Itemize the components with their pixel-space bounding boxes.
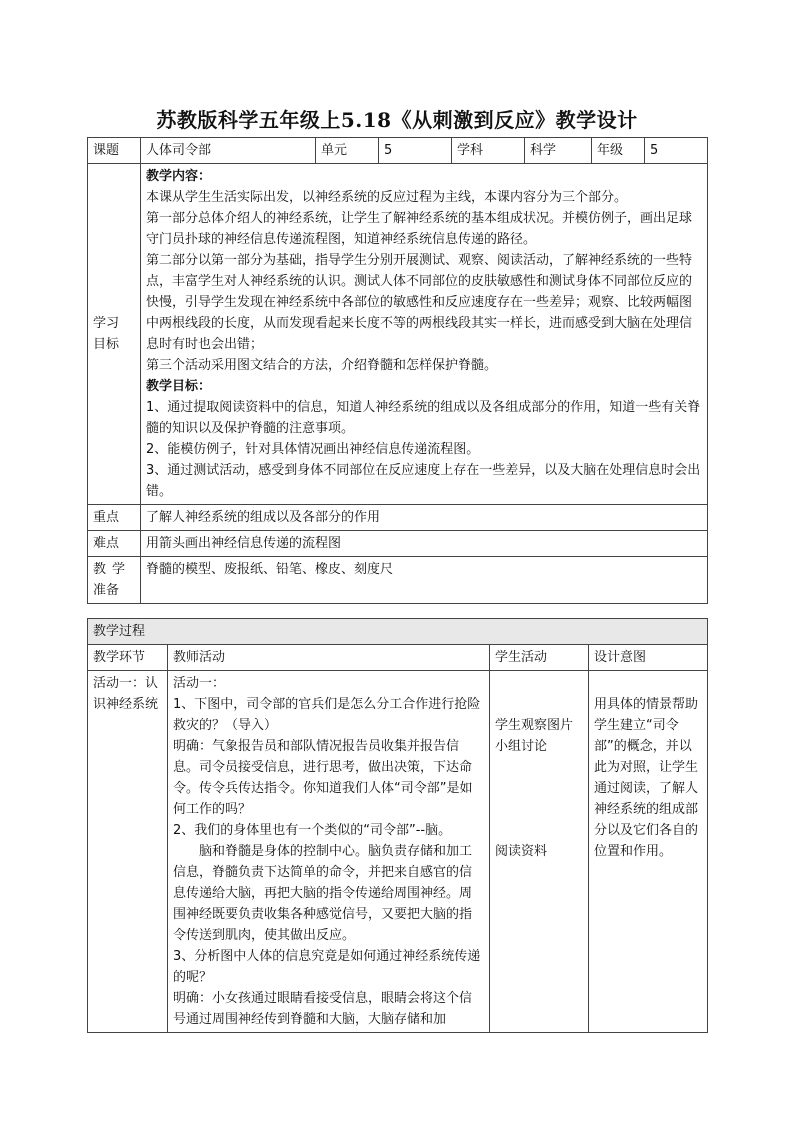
objective-heading: 教学目标： [146,379,212,394]
process-columns-row [88,645,708,671]
difficulty-label: 难点 [88,531,141,557]
content-line: 第二部分以第一部分为基础，指导学生分别开展测试、观察、阅读活动，了解神经系统的一些特点，丰富学生对人神经系统的认识。测试人体不同部位的皮肤敏感性和测试身体不同部位反应的快慢，引导学生发现在神经系统中各部位的敏感性和反应速度存在一些差异；观察、比较两幅图中两根线段的长度，从而发现看起来长度不等的两根线段其实一样长，进而感受到大脑在处理信息时有时也会出错； [146,253,693,352]
stage-cell: 活动一：认识神经系统 [88,671,168,1033]
unit-label: 单元 [316,138,379,164]
activity-row [88,671,708,1033]
prep-label-line-2: 准备 [93,583,120,598]
student-activity-cell [490,671,589,1033]
process-header-row [88,619,708,645]
teacher-activity-cell [168,671,490,1033]
topic-label: 课题 [88,138,141,164]
teacher-line: 2、我们的身体里也有一个类似的“司令部”--脑。 [173,823,452,838]
content-line: 第一部分总体介绍人的神经系统，让学生了解神经系统的基本组成状况。并模仿例子，画出足球守门员扑球的神经信息传递流程图，知道神经系统信息传递的路径。 [146,211,693,247]
prep-row [88,557,708,604]
process-table [87,618,708,1033]
prep-label-line-1: 教学 [93,562,132,577]
key-row [88,505,708,531]
goals-row [88,164,708,505]
teacher-line: 1、下图中，司令部的官兵们是怎么分工合作进行抢险救灾的？（导入） [173,697,481,733]
key-text: 了解人神经系统的组成以及各部分的作用 [141,505,708,531]
teacher-line: 脑和脊髓是身体的控制中心。脑负责存储和加工信息，脊髓负责下达简单的命令，并把来自感官的信息传递给大脑，再把大脑的指令传递给周围神经。周围神经既要负责收集各种感觉信号，又要把大脑的指令传送到肌肉，使其做出反应。 [173,844,473,943]
column-header-teacher: 教师活动 [168,645,490,671]
column-header-student: 学生活动 [490,645,589,671]
lesson-info-table [87,137,708,604]
design-intent-cell [589,671,708,1033]
teacher-line: 3、分析图中人体的信息究竟是如何通过神经系统传递的呢？ [173,949,481,985]
content-line: 本课从学生生活实际出发，以神经系统的反应过程为主线，本课内容分为三个部分。 [146,190,628,205]
key-label: 重点 [88,505,141,531]
goals-content [141,164,708,505]
objective-line: 3、通过测试活动，感受到身体不同部位在反应速度上存在一些差异，以及大脑在处理信息时会出错。 [146,463,701,499]
teacher-line: 活动一： [173,676,226,691]
teacher-line: 明确：气象报告员和部队情况报告员收集并报告信息。司令员接受信息，进行思考，做出决策，下达命令。传令兵传达指令。你知道我们人体“司令部”是如何工作的吗？ [173,739,473,817]
content-line: 第三个活动采用图文结合的方法，介绍脊髓和怎样保护脊髓。 [146,358,498,373]
prep-label [88,557,141,604]
student-line: 阅读资料 [495,844,548,859]
column-header-design: 设计意图 [589,645,708,671]
grade-label: 年级 [592,138,645,164]
goals-label [88,164,141,505]
prep-text: 脊髓的模型、废报纸、铅笔、橡皮、刻度尺 [141,557,708,604]
unit-value: 5 [379,138,452,164]
difficulty-row [88,531,708,557]
goals-label-line-2: 目标 [93,337,120,352]
info-row [88,138,708,164]
goals-label-line-1: 学习 [93,316,120,331]
objective-line: 2、能模仿例子，针对具体情况画出神经信息传递流程图。 [146,442,480,457]
subject-value: 科学 [525,138,592,164]
difficulty-text: 用箭头画出神经信息传递的流程图 [141,531,708,557]
subject-label: 学科 [452,138,525,164]
objective-line: 1、通过提取阅读资料中的信息，知道人神经系统的组成以及各组成部分的作用，知道一些有关脊髓的知识以及保护脊髓的注意事项。 [146,400,701,436]
topic-value: 人体司令部 [141,138,316,164]
grade-value: 5 [645,138,708,164]
content-heading: 教学内容： [146,169,212,184]
document-title: 苏教版科学五年级上5.18《从刺激到反应》教学设计 [156,108,638,132]
student-line: 学生观察图片小组讨论 [495,718,574,754]
column-header-stage: 教学环节 [88,645,168,671]
design-intent-text: 用具体的情景帮助学生建立“司令部”的概念，并以此为对照，让学生通过阅读，了解人神经系统的组成部分以及它们各自的位置和作用。 [594,697,699,859]
process-header: 教学过程 [88,619,708,645]
teacher-line: 明确：小女孩通过眼睛看接受信息，眼睛会将这个信号通过周围神经传到脊髓和大脑，大脑存储和加 [173,991,473,1027]
